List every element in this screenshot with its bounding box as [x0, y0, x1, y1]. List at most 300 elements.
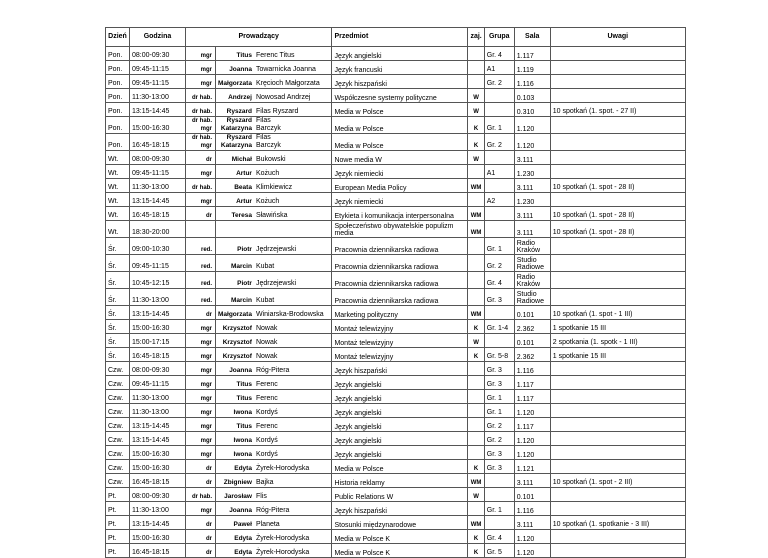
hour-cell: 13:15-14:45: [130, 306, 186, 320]
group-cell: [484, 207, 514, 221]
subject-cell: Język francuski: [332, 61, 468, 75]
table-row: [106, 75, 686, 89]
table-row: [106, 61, 686, 75]
surname-cell: Nowosad Andrzej: [254, 89, 332, 103]
day-cell: Pt.: [106, 488, 130, 502]
group-cell: Gr. 3: [484, 376, 514, 390]
hour-cell: 09:45-11:15: [130, 376, 186, 390]
group-cell: [484, 103, 514, 117]
room-cell: 1.116: [514, 362, 550, 376]
notes-cell: [550, 165, 685, 179]
notes-cell: 10 spotkań (1. spot - 28 II): [550, 179, 685, 193]
table-row: [106, 255, 686, 272]
surname-cell: Jędrzejewski: [254, 238, 332, 255]
first-name-cell: Ryszard Katarzyna: [216, 134, 254, 151]
first-name-cell: Jarosław: [216, 488, 254, 502]
group-cell: [484, 474, 514, 488]
surname-cell: Filas Barczyk: [254, 117, 332, 134]
notes-cell: 10 spotkań (1. spot - 1 III): [550, 306, 685, 320]
surname-cell: Nowak: [254, 320, 332, 334]
title-cell: dr hab.: [186, 103, 216, 117]
type-cell: [468, 272, 484, 289]
surname-cell: Żyrek-Horodyska: [254, 530, 332, 544]
header-notes: Uwagi: [550, 28, 685, 47]
day-cell: Czw.: [106, 418, 130, 432]
hour-cell: 09:45-11:15: [130, 75, 186, 89]
table-row: [106, 530, 686, 544]
surname-cell: Kożuch: [254, 193, 332, 207]
hour-cell: 11:30-13:00: [130, 289, 186, 306]
hour-cell: 09:45-11:15: [130, 255, 186, 272]
type-cell: [468, 432, 484, 446]
title-cell: mgr: [186, 376, 216, 390]
first-name-cell: Joanna: [216, 502, 254, 516]
notes-cell: [550, 446, 685, 460]
surname-cell: Bajka: [254, 474, 332, 488]
group-cell: A1: [484, 61, 514, 75]
type-cell: [468, 418, 484, 432]
subject-cell: Media w Polsce K: [332, 530, 468, 544]
first-name-cell: Iwona: [216, 432, 254, 446]
type-cell: K: [468, 134, 484, 151]
first-name-cell: Joanna: [216, 61, 254, 75]
subject-cell: European Media Policy: [332, 179, 468, 193]
table-row: [106, 117, 686, 134]
hour-cell: 16:45-18:15: [130, 134, 186, 151]
room-cell: 1.120: [514, 544, 550, 558]
title-cell: mgr: [186, 320, 216, 334]
type-cell: K: [468, 530, 484, 544]
subject-cell: Współczesne systemy polityczne: [332, 89, 468, 103]
hour-cell: 16:45-18:15: [130, 474, 186, 488]
hour-cell: 16:45-18:15: [130, 207, 186, 221]
subject-cell: Język hiszpański: [332, 362, 468, 376]
subject-cell: Język angielski: [332, 418, 468, 432]
notes-cell: 10 spotkań (1. spot - 28 II): [550, 207, 685, 221]
hour-cell: 09:45-11:15: [130, 61, 186, 75]
hour-cell: 08:00-09:30: [130, 47, 186, 61]
title-cell: dr: [186, 151, 216, 165]
day-cell: Czw.: [106, 474, 130, 488]
group-cell: Gr. 3: [484, 289, 514, 306]
table-row: [106, 502, 686, 516]
title-cell: mgr: [186, 362, 216, 376]
room-cell: 0.103: [514, 89, 550, 103]
title-cell: dr: [186, 460, 216, 474]
surname-cell: Róg-Pitera: [254, 502, 332, 516]
first-name-cell: Edyta: [216, 544, 254, 558]
surname-cell: Kożuch: [254, 165, 332, 179]
day-cell: Śr.: [106, 306, 130, 320]
surname-cell: Żyrek-Horodyska: [254, 460, 332, 474]
group-cell: Gr. 3: [484, 446, 514, 460]
type-cell: [468, 446, 484, 460]
room-cell: 1.117: [514, 376, 550, 390]
table-row: [106, 134, 686, 151]
day-cell: Pt.: [106, 502, 130, 516]
surname-cell: Kordyś: [254, 404, 332, 418]
notes-cell: [550, 432, 685, 446]
hour-cell: 15:00-16:30: [130, 460, 186, 474]
type-cell: [468, 502, 484, 516]
header-hour: Godzina: [130, 28, 186, 47]
group-cell: Gr. 1: [484, 404, 514, 418]
table-row: [106, 221, 686, 238]
title-cell: mgr: [186, 418, 216, 432]
hour-cell: 08:00-09:30: [130, 488, 186, 502]
day-cell: Pon.: [106, 134, 130, 151]
room-cell: 1.120: [514, 117, 550, 134]
table-row: [106, 193, 686, 207]
notes-cell: 10 spotkań (1. spot - 2 III): [550, 474, 685, 488]
notes-cell: [550, 502, 685, 516]
surname-cell: [254, 221, 332, 238]
type-cell: K: [468, 460, 484, 474]
day-cell: Pon.: [106, 61, 130, 75]
day-cell: Śr.: [106, 272, 130, 289]
first-name-cell: Krzysztof: [216, 348, 254, 362]
day-cell: Pon.: [106, 47, 130, 61]
hour-cell: 15:00-16:30: [130, 320, 186, 334]
day-cell: Czw.: [106, 390, 130, 404]
type-cell: [468, 238, 484, 255]
surname-cell: Nowak: [254, 334, 332, 348]
table-row: [106, 418, 686, 432]
group-cell: [484, 89, 514, 103]
first-name-cell: Iwona: [216, 404, 254, 418]
title-cell: red.: [186, 272, 216, 289]
room-cell: Radio Kraków: [514, 238, 550, 255]
room-cell: 0.101: [514, 334, 550, 348]
title-cell: dr hab.: [186, 179, 216, 193]
room-cell: 3.111: [514, 474, 550, 488]
hour-cell: 11:30-13:00: [130, 390, 186, 404]
table-row: [106, 488, 686, 502]
table-row: [106, 516, 686, 530]
subject-cell: Montaż telewizyjny: [332, 320, 468, 334]
title-cell: dr: [186, 544, 216, 558]
subject-cell: Montaż telewizyjny: [332, 334, 468, 348]
room-cell: 1.120: [514, 432, 550, 446]
first-name-cell: Edyta: [216, 460, 254, 474]
table-row: [106, 446, 686, 460]
group-cell: A2: [484, 193, 514, 207]
group-cell: Gr. 1: [484, 238, 514, 255]
table-row: [106, 474, 686, 488]
notes-cell: [550, 134, 685, 151]
title-cell: red.: [186, 238, 216, 255]
header-row: [106, 28, 686, 47]
surname-cell: Towarnicka Joanna: [254, 61, 332, 75]
hour-cell: 13:15-14:45: [130, 103, 186, 117]
subject-cell: Język angielski: [332, 446, 468, 460]
day-cell: Wt.: [106, 165, 130, 179]
table-row: [106, 151, 686, 165]
type-cell: [468, 289, 484, 306]
title-cell: dr: [186, 306, 216, 320]
type-cell: W: [468, 488, 484, 502]
surname-cell: Jędrzejewski: [254, 272, 332, 289]
group-cell: Gr. 1-4: [484, 320, 514, 334]
header-group: Grupa: [484, 28, 514, 47]
hour-cell: 16:45-18:15: [130, 348, 186, 362]
room-cell: Radio Kraków: [514, 272, 550, 289]
group-cell: [484, 334, 514, 348]
hour-cell: 13:15-14:45: [130, 418, 186, 432]
hour-cell: 09:00-10:30: [130, 238, 186, 255]
day-cell: Śr.: [106, 255, 130, 272]
type-cell: K: [468, 544, 484, 558]
group-cell: Gr. 4: [484, 530, 514, 544]
room-cell: 3.111: [514, 516, 550, 530]
type-cell: [468, 75, 484, 89]
group-cell: Gr. 4: [484, 272, 514, 289]
first-name-cell: Artur: [216, 193, 254, 207]
title-cell: red.: [186, 255, 216, 272]
day-cell: Pt.: [106, 516, 130, 530]
first-name-cell: Joanna: [216, 362, 254, 376]
subject-cell: Pracownia dziennikarska radiowa: [332, 272, 468, 289]
type-cell: W: [468, 103, 484, 117]
type-cell: K: [468, 117, 484, 134]
first-name-cell: Titus: [216, 418, 254, 432]
title-cell: mgr: [186, 47, 216, 61]
hour-cell: 10:45-12:15: [130, 272, 186, 289]
surname-cell: Ferenc: [254, 390, 332, 404]
day-cell: Czw.: [106, 432, 130, 446]
room-cell: 0.310: [514, 103, 550, 117]
group-cell: Gr. 1: [484, 117, 514, 134]
room-cell: 3.111: [514, 179, 550, 193]
table-row: [106, 306, 686, 320]
notes-cell: [550, 418, 685, 432]
day-cell: Czw.: [106, 376, 130, 390]
notes-cell: 10 spotkań (1. spot. - 27 II): [550, 103, 685, 117]
table-row: [106, 289, 686, 306]
surname-cell: Winiarska-Brodowska: [254, 306, 332, 320]
subject-cell: Media w Polsce K: [332, 544, 468, 558]
notes-cell: [550, 117, 685, 134]
first-name-cell: Marcin: [216, 255, 254, 272]
surname-cell: Nowak: [254, 348, 332, 362]
title-cell: mgr: [186, 502, 216, 516]
table-row: [106, 165, 686, 179]
notes-cell: [550, 362, 685, 376]
hour-cell: 08:00-09:30: [130, 362, 186, 376]
room-cell: 1.117: [514, 418, 550, 432]
first-name-cell: Ryszard: [216, 103, 254, 117]
hour-cell: 11:30-13:00: [130, 404, 186, 418]
day-cell: Pon.: [106, 89, 130, 103]
title-cell: dr: [186, 530, 216, 544]
group-cell: [484, 488, 514, 502]
subject-cell: Język angielski: [332, 47, 468, 61]
subject-cell: Media w Polsce: [332, 460, 468, 474]
subject-cell: Język angielski: [332, 432, 468, 446]
surname-cell: Kordyś: [254, 446, 332, 460]
day-cell: Pt.: [106, 530, 130, 544]
first-name-cell: Titus: [216, 376, 254, 390]
schedule-table: [105, 27, 686, 558]
day-cell: Śr.: [106, 320, 130, 334]
notes-cell: [550, 61, 685, 75]
type-cell: W: [468, 151, 484, 165]
subject-cell: Społeczeństwo obywatelskie populizm media: [332, 221, 468, 238]
surname-cell: Klimkiewicz: [254, 179, 332, 193]
hour-cell: 15:00-16:30: [130, 446, 186, 460]
table-row: [106, 544, 686, 558]
room-cell: 1.119: [514, 61, 550, 75]
notes-cell: 1 spotkanie 15 III: [550, 320, 685, 334]
title-cell: dr hab. mgr: [186, 134, 216, 151]
group-cell: Gr. 2: [484, 418, 514, 432]
title-cell: mgr: [186, 165, 216, 179]
type-cell: K: [468, 320, 484, 334]
surname-cell: Bukowski: [254, 151, 332, 165]
first-name-cell: Ryszard Katarzyna: [216, 117, 254, 134]
hour-cell: 15:00-16:30: [130, 117, 186, 134]
surname-cell: Filas Barczyk: [254, 134, 332, 151]
title-cell: dr hab. mgr: [186, 117, 216, 134]
room-cell: 1.230: [514, 193, 550, 207]
type-cell: [468, 376, 484, 390]
table-row: [106, 320, 686, 334]
table-row: [106, 404, 686, 418]
surname-cell: Żyrek-Horodyska: [254, 544, 332, 558]
subject-cell: Media w Polsce: [332, 117, 468, 134]
notes-cell: [550, 75, 685, 89]
notes-cell: [550, 89, 685, 103]
type-cell: [468, 47, 484, 61]
group-cell: [484, 306, 514, 320]
subject-cell: Język angielski: [332, 376, 468, 390]
room-cell: 1.230: [514, 165, 550, 179]
room-cell: 3.111: [514, 151, 550, 165]
subject-cell: Stosunki międzynarodowe: [332, 516, 468, 530]
title-cell: dr: [186, 207, 216, 221]
hour-cell: 13:15-14:45: [130, 193, 186, 207]
surname-cell: Filas Ryszard: [254, 103, 332, 117]
subject-cell: Media w Polsce: [332, 134, 468, 151]
title-cell: mgr: [186, 404, 216, 418]
hour-cell: 15:00-16:30: [130, 530, 186, 544]
first-name-cell: Edyta: [216, 530, 254, 544]
title-cell: mgr: [186, 75, 216, 89]
table-row: [106, 348, 686, 362]
first-name-cell: Titus: [216, 390, 254, 404]
room-cell: 3.111: [514, 207, 550, 221]
table-row: [106, 390, 686, 404]
table-row: [106, 376, 686, 390]
hour-cell: 11:30-13:00: [130, 502, 186, 516]
first-name-cell: Piotr: [216, 272, 254, 289]
subject-cell: Nowe media W: [332, 151, 468, 165]
type-cell: [468, 165, 484, 179]
group-cell: Gr. 3: [484, 362, 514, 376]
group-cell: A1: [484, 165, 514, 179]
surname-cell: Ferenc: [254, 376, 332, 390]
table-row: [106, 207, 686, 221]
type-cell: [468, 404, 484, 418]
table-row: [106, 362, 686, 376]
notes-cell: [550, 255, 685, 272]
first-name-cell: Małgorzata: [216, 306, 254, 320]
group-cell: Gr. 2: [484, 432, 514, 446]
day-cell: Wt.: [106, 151, 130, 165]
day-cell: Czw.: [106, 446, 130, 460]
room-cell: 2.362: [514, 348, 550, 362]
notes-cell: [550, 289, 685, 306]
title-cell: mgr: [186, 334, 216, 348]
table-row: [106, 89, 686, 103]
subject-cell: Public Relations W: [332, 488, 468, 502]
day-cell: Wt.: [106, 179, 130, 193]
type-cell: [468, 362, 484, 376]
room-cell: 0.101: [514, 488, 550, 502]
group-cell: Gr. 2: [484, 255, 514, 272]
notes-cell: 2 spotkania (1. spotk - 1 III): [550, 334, 685, 348]
table-row: [106, 238, 686, 255]
title-cell: mgr: [186, 348, 216, 362]
day-cell: Pt.: [106, 544, 130, 558]
group-cell: Gr. 1: [484, 390, 514, 404]
subject-cell: Pracownia dziennikarska radiowa: [332, 289, 468, 306]
group-cell: [484, 179, 514, 193]
first-name-cell: Andrzej: [216, 89, 254, 103]
table-row: [106, 179, 686, 193]
room-cell: 1.121: [514, 460, 550, 474]
title-cell: dr hab.: [186, 89, 216, 103]
table-row: [106, 432, 686, 446]
type-cell: WM: [468, 207, 484, 221]
notes-cell: [550, 376, 685, 390]
surname-cell: Kordyś: [254, 432, 332, 446]
room-cell: Studio Radiowe: [514, 255, 550, 272]
room-cell: 1.116: [514, 75, 550, 89]
title-cell: [186, 221, 216, 238]
day-cell: Czw.: [106, 362, 130, 376]
title-cell: red.: [186, 289, 216, 306]
first-name-cell: Teresa: [216, 207, 254, 221]
first-name-cell: Beata: [216, 179, 254, 193]
notes-cell: 10 spotkań (1. spot - 28 II): [550, 221, 685, 238]
room-cell: 1.117: [514, 47, 550, 61]
first-name-cell: Iwona: [216, 446, 254, 460]
title-cell: mgr: [186, 432, 216, 446]
first-name-cell: Marcin: [216, 289, 254, 306]
surname-cell: Flis: [254, 488, 332, 502]
type-cell: K: [468, 348, 484, 362]
notes-cell: [550, 488, 685, 502]
header-subject: Przedmiot: [332, 28, 468, 47]
surname-cell: Róg-Pitera: [254, 362, 332, 376]
hour-cell: 08:00-09:30: [130, 151, 186, 165]
notes-cell: [550, 404, 685, 418]
notes-cell: [550, 193, 685, 207]
hour-cell: 18:30-20:00: [130, 221, 186, 238]
hour-cell: 09:45-11:15: [130, 165, 186, 179]
day-cell: Śr.: [106, 334, 130, 348]
subject-cell: Pracownia dziennikarska radiowa: [332, 238, 468, 255]
group-cell: Gr. 2: [484, 75, 514, 89]
header-type: zaj.: [468, 28, 484, 47]
first-name-cell: Titus: [216, 47, 254, 61]
notes-cell: [550, 530, 685, 544]
type-cell: [468, 61, 484, 75]
room-cell: 3.111: [514, 221, 550, 238]
header-lecturer: Prowadzący: [186, 28, 332, 47]
surname-cell: Ferenc: [254, 418, 332, 432]
